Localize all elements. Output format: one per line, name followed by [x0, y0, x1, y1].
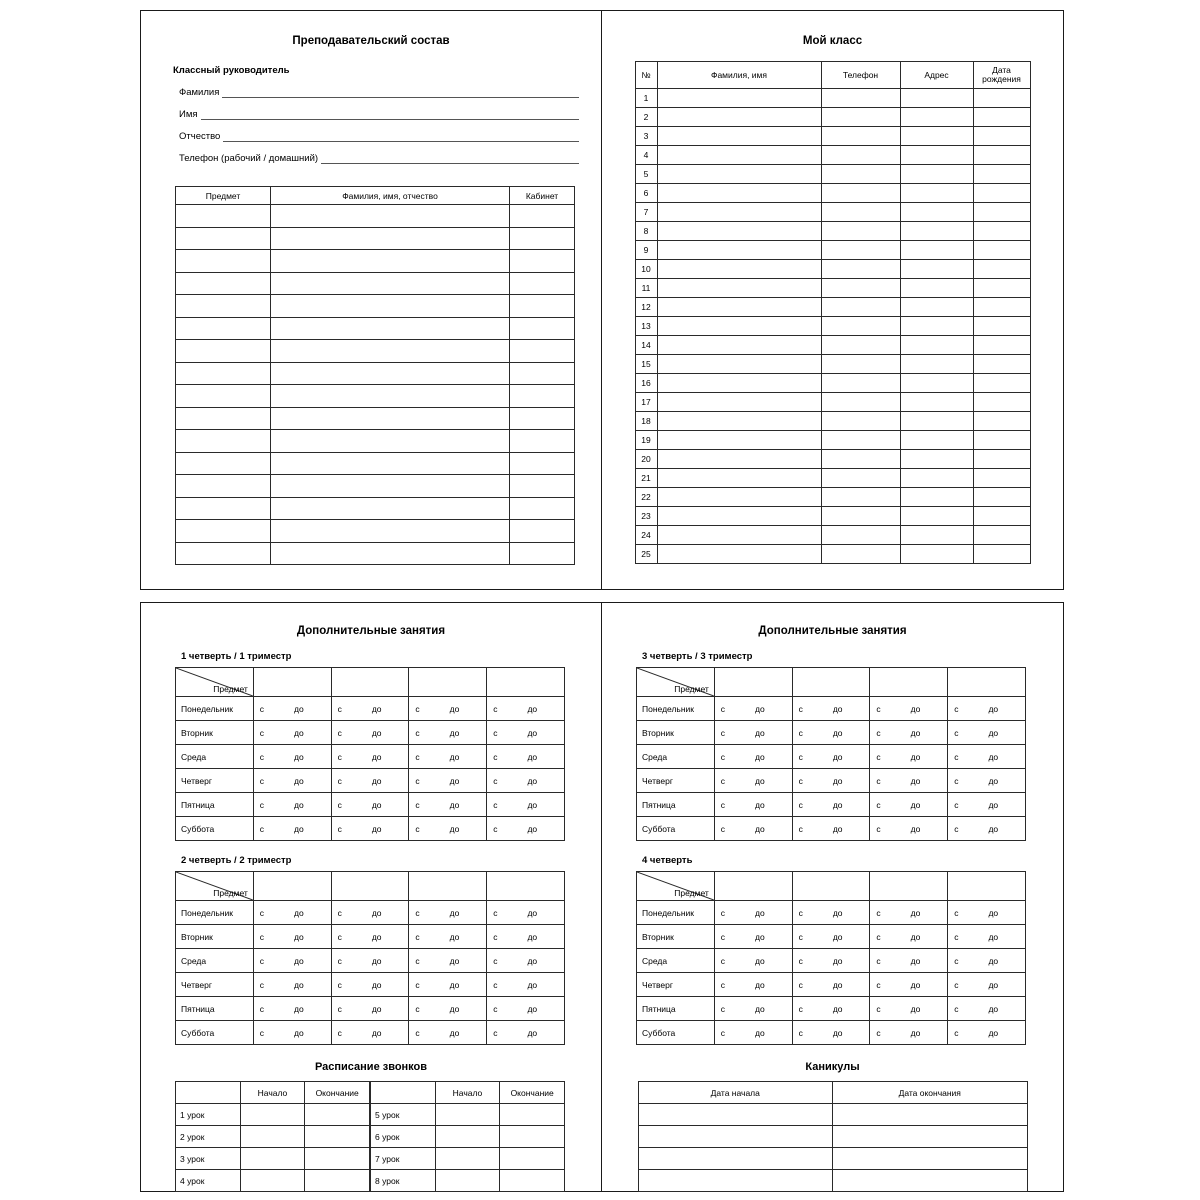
subject-col-4[interactable] — [487, 872, 565, 901]
header-start: Начало — [240, 1082, 305, 1104]
subject-col-4[interactable] — [948, 872, 1026, 901]
table-row[interactable] — [176, 385, 575, 408]
table-row[interactable] — [637, 793, 1026, 817]
time-slot[interactable]: с до — [870, 793, 948, 817]
subject-col-3[interactable] — [870, 872, 948, 901]
time-slot[interactable]: с до — [870, 745, 948, 769]
time-slot[interactable]: с до — [870, 1021, 948, 1045]
time-slot[interactable]: с до — [870, 973, 948, 997]
time-slot[interactable]: с до — [253, 997, 331, 1021]
time-slot[interactable]: с до — [487, 817, 565, 841]
table-row[interactable] — [176, 205, 575, 228]
table-row[interactable]: 9 — [635, 241, 1030, 260]
schedule-table-q1 — [175, 667, 565, 841]
table-row[interactable] — [637, 721, 1026, 745]
page-title: Дополнительные занятия — [758, 625, 907, 637]
day-label: Вторник — [637, 721, 715, 745]
page-my-class — [602, 11, 1063, 589]
table-row[interactable] — [176, 949, 565, 973]
write-line[interactable] — [321, 153, 579, 164]
time-slot[interactable]: с до — [792, 925, 870, 949]
time-slot[interactable]: с до — [253, 901, 331, 925]
day-label: Пятница — [637, 997, 715, 1021]
table-header-row — [637, 872, 1026, 901]
time-slot[interactable]: с до — [714, 973, 792, 997]
time-slot[interactable]: с до — [409, 901, 487, 925]
schedule-table-q2 — [175, 871, 565, 1045]
table-row[interactable] — [176, 407, 575, 430]
table-row[interactable] — [176, 295, 575, 318]
table-row[interactable] — [176, 1021, 565, 1045]
day-label: Четверг — [176, 973, 254, 997]
time-slot[interactable]: с до — [948, 901, 1026, 925]
table-row[interactable]: 2 урок — [176, 1126, 370, 1148]
time-slot[interactable]: с до — [792, 793, 870, 817]
day-label: Четверг — [176, 769, 254, 793]
table-row[interactable]: 25 — [635, 545, 1030, 564]
time-slot[interactable]: с до — [331, 721, 409, 745]
time-slot[interactable]: с до — [253, 973, 331, 997]
table-row[interactable]: 14 — [635, 336, 1030, 355]
time-slot[interactable]: с до — [487, 997, 565, 1021]
time-slot[interactable]: с до — [792, 745, 870, 769]
time-slot[interactable]: с до — [948, 697, 1026, 721]
table-row[interactable]: 3 — [635, 127, 1030, 146]
time-slot[interactable]: с до — [870, 817, 948, 841]
time-slot[interactable]: с до — [253, 949, 331, 973]
header-start-date: Дата начала — [638, 1082, 833, 1104]
corner-subject-cell: Предмет — [176, 872, 254, 901]
time-slot[interactable]: с до — [409, 769, 487, 793]
table-row[interactable]: 12 — [635, 298, 1030, 317]
time-slot[interactable]: с до — [487, 745, 565, 769]
time-slot[interactable]: с до — [714, 697, 792, 721]
table-row[interactable]: 6 — [635, 184, 1030, 203]
table-row[interactable]: 1 урок — [176, 1104, 370, 1126]
holidays-table — [638, 1081, 1028, 1192]
field-surname[interactable]: Фамилия — [179, 87, 579, 98]
time-slot[interactable]: с до — [409, 1021, 487, 1045]
time-slot[interactable]: с до — [792, 817, 870, 841]
time-slot[interactable]: с до — [792, 997, 870, 1021]
table-row[interactable]: 2 — [635, 108, 1030, 127]
table-row[interactable] — [637, 925, 1026, 949]
time-slot[interactable]: с до — [792, 697, 870, 721]
subject-col-4[interactable] — [487, 668, 565, 697]
table-row[interactable]: 15 — [635, 355, 1030, 374]
time-slot[interactable]: с до — [409, 697, 487, 721]
header-empty — [176, 1082, 241, 1104]
quarter-label-3: 3 четверть / 3 триместр — [642, 651, 753, 662]
time-slot[interactable]: с до — [409, 997, 487, 1021]
table-row[interactable]: 7 — [635, 203, 1030, 222]
spread-top — [140, 10, 1064, 590]
table-row[interactable] — [176, 317, 575, 340]
day-label: Понедельник — [637, 697, 715, 721]
holidays-title: Каникулы — [805, 1061, 860, 1073]
table-row[interactable] — [176, 769, 565, 793]
bells-title: Расписание звонков — [314, 1061, 428, 1073]
header-start: Начало — [435, 1082, 500, 1104]
time-slot[interactable]: с до — [253, 817, 331, 841]
table-row[interactable]: 13 — [635, 317, 1030, 336]
corner-subject-cell: Предмет — [637, 668, 715, 697]
time-slot[interactable]: с до — [331, 901, 409, 925]
time-slot[interactable]: с до — [487, 901, 565, 925]
day-label: Пятница — [637, 793, 715, 817]
time-slot[interactable]: с до — [253, 745, 331, 769]
schedule-table-q3 — [636, 667, 1026, 841]
table-row[interactable] — [637, 949, 1026, 973]
table-row[interactable] — [176, 997, 565, 1021]
time-slot[interactable]: с до — [948, 817, 1026, 841]
day-label: Суббота — [637, 817, 715, 841]
table-row[interactable]: 23 — [635, 507, 1030, 526]
table-row[interactable] — [176, 272, 575, 295]
time-slot[interactable]: с до — [331, 1021, 409, 1045]
table-row[interactable] — [638, 1148, 1027, 1170]
write-line[interactable] — [223, 131, 579, 142]
time-slot[interactable]: с до — [331, 997, 409, 1021]
table-row[interactable]: 20 — [635, 450, 1030, 469]
table-header-row — [638, 1082, 1027, 1104]
day-label: Четверг — [637, 769, 715, 793]
subject-col-2[interactable] — [792, 872, 870, 901]
time-slot[interactable]: с до — [331, 973, 409, 997]
day-label: Понедельник — [637, 901, 715, 925]
corner-subject-cell: Предмет — [637, 872, 715, 901]
time-slot[interactable]: с до — [253, 925, 331, 949]
time-slot[interactable]: с до — [331, 925, 409, 949]
table-row[interactable] — [176, 520, 575, 543]
field-phone[interactable]: Телефон (рабочий / домашний) — [179, 153, 579, 164]
time-slot[interactable]: с до — [714, 721, 792, 745]
table-row[interactable]: 21 — [635, 469, 1030, 488]
time-slot[interactable]: с до — [948, 949, 1026, 973]
day-label: Вторник — [176, 721, 254, 745]
time-slot[interactable]: с до — [792, 1021, 870, 1045]
time-slot[interactable]: с до — [870, 721, 948, 745]
time-slot[interactable]: с до — [331, 793, 409, 817]
table-row[interactable]: 11 — [635, 279, 1030, 298]
subject-col-2[interactable] — [792, 668, 870, 697]
time-slot[interactable]: с до — [792, 721, 870, 745]
table-row[interactable] — [176, 227, 575, 250]
header-end-date: Дата окончания — [833, 1082, 1028, 1104]
time-slot[interactable]: с до — [948, 1021, 1026, 1045]
table-row[interactable] — [176, 745, 565, 769]
table-row[interactable] — [176, 452, 575, 475]
day-label: Суббота — [176, 817, 254, 841]
table-row[interactable] — [176, 497, 575, 520]
table-row[interactable]: 17 — [635, 393, 1030, 412]
quarter-label-2: 2 четверть / 2 триместр — [181, 855, 292, 866]
day-label: Четверг — [637, 973, 715, 997]
table-row[interactable] — [637, 901, 1026, 925]
subject-col-2[interactable] — [331, 872, 409, 901]
table-row[interactable] — [176, 901, 565, 925]
corner-subject-cell: Предмет — [176, 668, 254, 697]
day-label: Пятница — [176, 997, 254, 1021]
quarter-label-1: 1 четверть / 1 триместр — [181, 651, 292, 662]
subject-col-3[interactable] — [409, 668, 487, 697]
table-row[interactable] — [638, 1104, 1027, 1126]
class-list-table — [635, 61, 1031, 564]
header-end: Окончание — [500, 1082, 565, 1104]
table-header-row — [371, 1082, 565, 1104]
day-label: Среда — [176, 745, 254, 769]
day-label: Суббота — [176, 1021, 254, 1045]
time-slot[interactable]: с до — [487, 769, 565, 793]
time-slot[interactable]: с до — [948, 793, 1026, 817]
time-slot[interactable]: с до — [253, 769, 331, 793]
time-slot[interactable]: с до — [331, 697, 409, 721]
time-slot[interactable]: с до — [487, 697, 565, 721]
table-row[interactable] — [637, 973, 1026, 997]
time-slot[interactable]: с до — [714, 817, 792, 841]
time-slot[interactable]: с до — [409, 925, 487, 949]
time-slot[interactable]: с до — [409, 721, 487, 745]
table-header-row — [635, 62, 1030, 89]
time-slot[interactable]: с до — [253, 697, 331, 721]
time-slot[interactable]: с до — [331, 817, 409, 841]
time-slot[interactable]: с до — [253, 793, 331, 817]
bells-table-left — [175, 1081, 370, 1192]
time-slot[interactable]: с до — [870, 925, 948, 949]
time-slot[interactable]: с до — [792, 949, 870, 973]
table-row[interactable]: 18 — [635, 412, 1030, 431]
time-slot[interactable]: с до — [870, 997, 948, 1021]
write-line[interactable] — [201, 109, 579, 120]
time-slot[interactable]: с до — [714, 1021, 792, 1045]
time-slot[interactable]: с до — [253, 1021, 331, 1045]
time-slot[interactable]: с до — [948, 745, 1026, 769]
time-slot[interactable]: с до — [870, 901, 948, 925]
table-row[interactable] — [176, 340, 575, 363]
header-fullname: Фамилия, имя, отчество — [271, 187, 510, 205]
table-row[interactable] — [176, 925, 565, 949]
header-empty — [371, 1082, 436, 1104]
time-slot[interactable]: с до — [487, 925, 565, 949]
table-row[interactable]: 19 — [635, 431, 1030, 450]
bells-schedule — [175, 1081, 601, 1192]
table-header-row — [176, 1082, 370, 1104]
field-patronymic[interactable]: Отчество — [179, 131, 579, 142]
time-slot[interactable]: с до — [714, 793, 792, 817]
time-slot[interactable]: с до — [792, 901, 870, 925]
table-row[interactable]: 4 — [635, 146, 1030, 165]
time-slot[interactable]: с до — [948, 721, 1026, 745]
table-row[interactable]: 22 — [635, 488, 1030, 507]
table-row[interactable] — [638, 1126, 1027, 1148]
table-row[interactable]: 3 урок — [176, 1148, 370, 1170]
time-slot[interactable]: с до — [870, 769, 948, 793]
page-title: Дополнительные занятия — [296, 625, 446, 637]
time-slot[interactable]: с до — [714, 925, 792, 949]
field-firstname[interactable]: Имя — [179, 109, 579, 120]
subject-col-2[interactable] — [331, 668, 409, 697]
teachers-table — [175, 186, 575, 565]
page-extra-classes-right — [602, 603, 1063, 1191]
time-slot[interactable]: с до — [487, 721, 565, 745]
table-row[interactable]: 6 урок — [371, 1126, 565, 1148]
write-line[interactable] — [222, 87, 579, 98]
class-teacher-label: Классный руководитель — [173, 65, 290, 76]
table-row[interactable] — [176, 542, 575, 565]
table-header-row — [176, 187, 575, 205]
table-row[interactable]: 10 — [635, 260, 1030, 279]
subject-col-3[interactable] — [870, 668, 948, 697]
table-row[interactable] — [176, 475, 575, 498]
table-row[interactable]: 5 урок — [371, 1104, 565, 1126]
time-slot[interactable]: с до — [409, 745, 487, 769]
time-slot[interactable]: с до — [792, 973, 870, 997]
header-birthdate: Дата рождения — [973, 62, 1030, 89]
header-address: Адрес — [900, 62, 973, 89]
subject-col-3[interactable] — [409, 872, 487, 901]
time-slot[interactable]: с до — [870, 697, 948, 721]
table-row[interactable] — [637, 1021, 1026, 1045]
day-label: Вторник — [637, 925, 715, 949]
header-room: Кабинет — [510, 187, 575, 205]
time-slot[interactable]: с до — [409, 949, 487, 973]
header-end: Окончание — [305, 1082, 370, 1104]
time-slot[interactable]: с до — [870, 949, 948, 973]
time-slot[interactable]: с до — [487, 973, 565, 997]
subject-col-4[interactable] — [948, 668, 1026, 697]
table-row[interactable] — [176, 250, 575, 273]
time-slot[interactable]: с до — [714, 901, 792, 925]
day-label: Пятница — [176, 793, 254, 817]
table-row[interactable] — [637, 697, 1026, 721]
time-slot[interactable]: с до — [948, 769, 1026, 793]
time-slot[interactable]: с до — [487, 1021, 565, 1045]
header-name: Фамилия, имя — [657, 62, 821, 89]
header-phone: Телефон — [821, 62, 900, 89]
table-row[interactable] — [176, 721, 565, 745]
time-slot[interactable]: с до — [714, 997, 792, 1021]
time-slot[interactable]: с до — [948, 925, 1026, 949]
time-slot[interactable]: с до — [714, 769, 792, 793]
table-row[interactable]: 8 — [635, 222, 1030, 241]
page-title: Преподавательский состав — [292, 35, 450, 47]
time-slot[interactable]: с до — [714, 745, 792, 769]
subject-col-1[interactable] — [714, 872, 792, 901]
subject-col-1[interactable] — [714, 668, 792, 697]
table-row[interactable]: 1 — [635, 89, 1030, 108]
time-slot[interactable]: с до — [714, 949, 792, 973]
table-row[interactable] — [637, 997, 1026, 1021]
header-subject: Предмет — [176, 187, 271, 205]
time-slot[interactable]: с до — [409, 817, 487, 841]
schedule-table-q4 — [636, 871, 1026, 1045]
table-row[interactable] — [176, 697, 565, 721]
time-slot[interactable]: с до — [409, 973, 487, 997]
table-row[interactable] — [637, 769, 1026, 793]
time-slot[interactable]: с до — [409, 793, 487, 817]
time-slot[interactable]: с до — [253, 721, 331, 745]
time-slot[interactable]: с до — [948, 973, 1026, 997]
table-row[interactable] — [176, 973, 565, 997]
page-title: Мой класс — [802, 35, 863, 47]
time-slot[interactable]: с до — [487, 793, 565, 817]
time-slot[interactable]: с до — [948, 997, 1026, 1021]
quarter-label-4: 4 четверть — [642, 855, 693, 866]
day-label: Суббота — [637, 1021, 715, 1045]
subject-col-1[interactable] — [253, 872, 331, 901]
bells-table-right — [370, 1081, 565, 1192]
time-slot[interactable]: с до — [792, 769, 870, 793]
table-row[interactable] — [637, 745, 1026, 769]
table-row[interactable] — [176, 793, 565, 817]
table-row[interactable]: 7 урок — [371, 1148, 565, 1170]
table-row[interactable] — [638, 1170, 1027, 1192]
table-row[interactable]: 5 — [635, 165, 1030, 184]
table-row[interactable] — [176, 362, 575, 385]
table-header-row — [176, 668, 565, 697]
time-slot[interactable]: с до — [331, 745, 409, 769]
table-row[interactable] — [637, 817, 1026, 841]
table-row[interactable]: 16 — [635, 374, 1030, 393]
day-label: Понедельник — [176, 697, 254, 721]
page-extra-classes-left — [141, 603, 602, 1191]
spread-bottom — [140, 602, 1064, 1192]
day-label: Среда — [637, 949, 715, 973]
table-row[interactable]: 8 урок — [371, 1170, 565, 1192]
day-label: Понедельник — [176, 901, 254, 925]
day-label: Вторник — [176, 925, 254, 949]
day-label: Среда — [637, 745, 715, 769]
time-slot[interactable]: с до — [331, 769, 409, 793]
time-slot[interactable]: с до — [331, 949, 409, 973]
header-number: № — [635, 62, 657, 89]
day-label: Среда — [176, 949, 254, 973]
table-row[interactable] — [176, 817, 565, 841]
table-row[interactable]: 24 — [635, 526, 1030, 545]
table-row[interactable] — [176, 430, 575, 453]
table-header-row — [176, 872, 565, 901]
subject-col-1[interactable] — [253, 668, 331, 697]
time-slot[interactable]: с до — [487, 949, 565, 973]
page-teaching-staff — [141, 11, 602, 589]
table-header-row — [637, 668, 1026, 697]
table-row[interactable]: 4 урок — [176, 1170, 370, 1192]
